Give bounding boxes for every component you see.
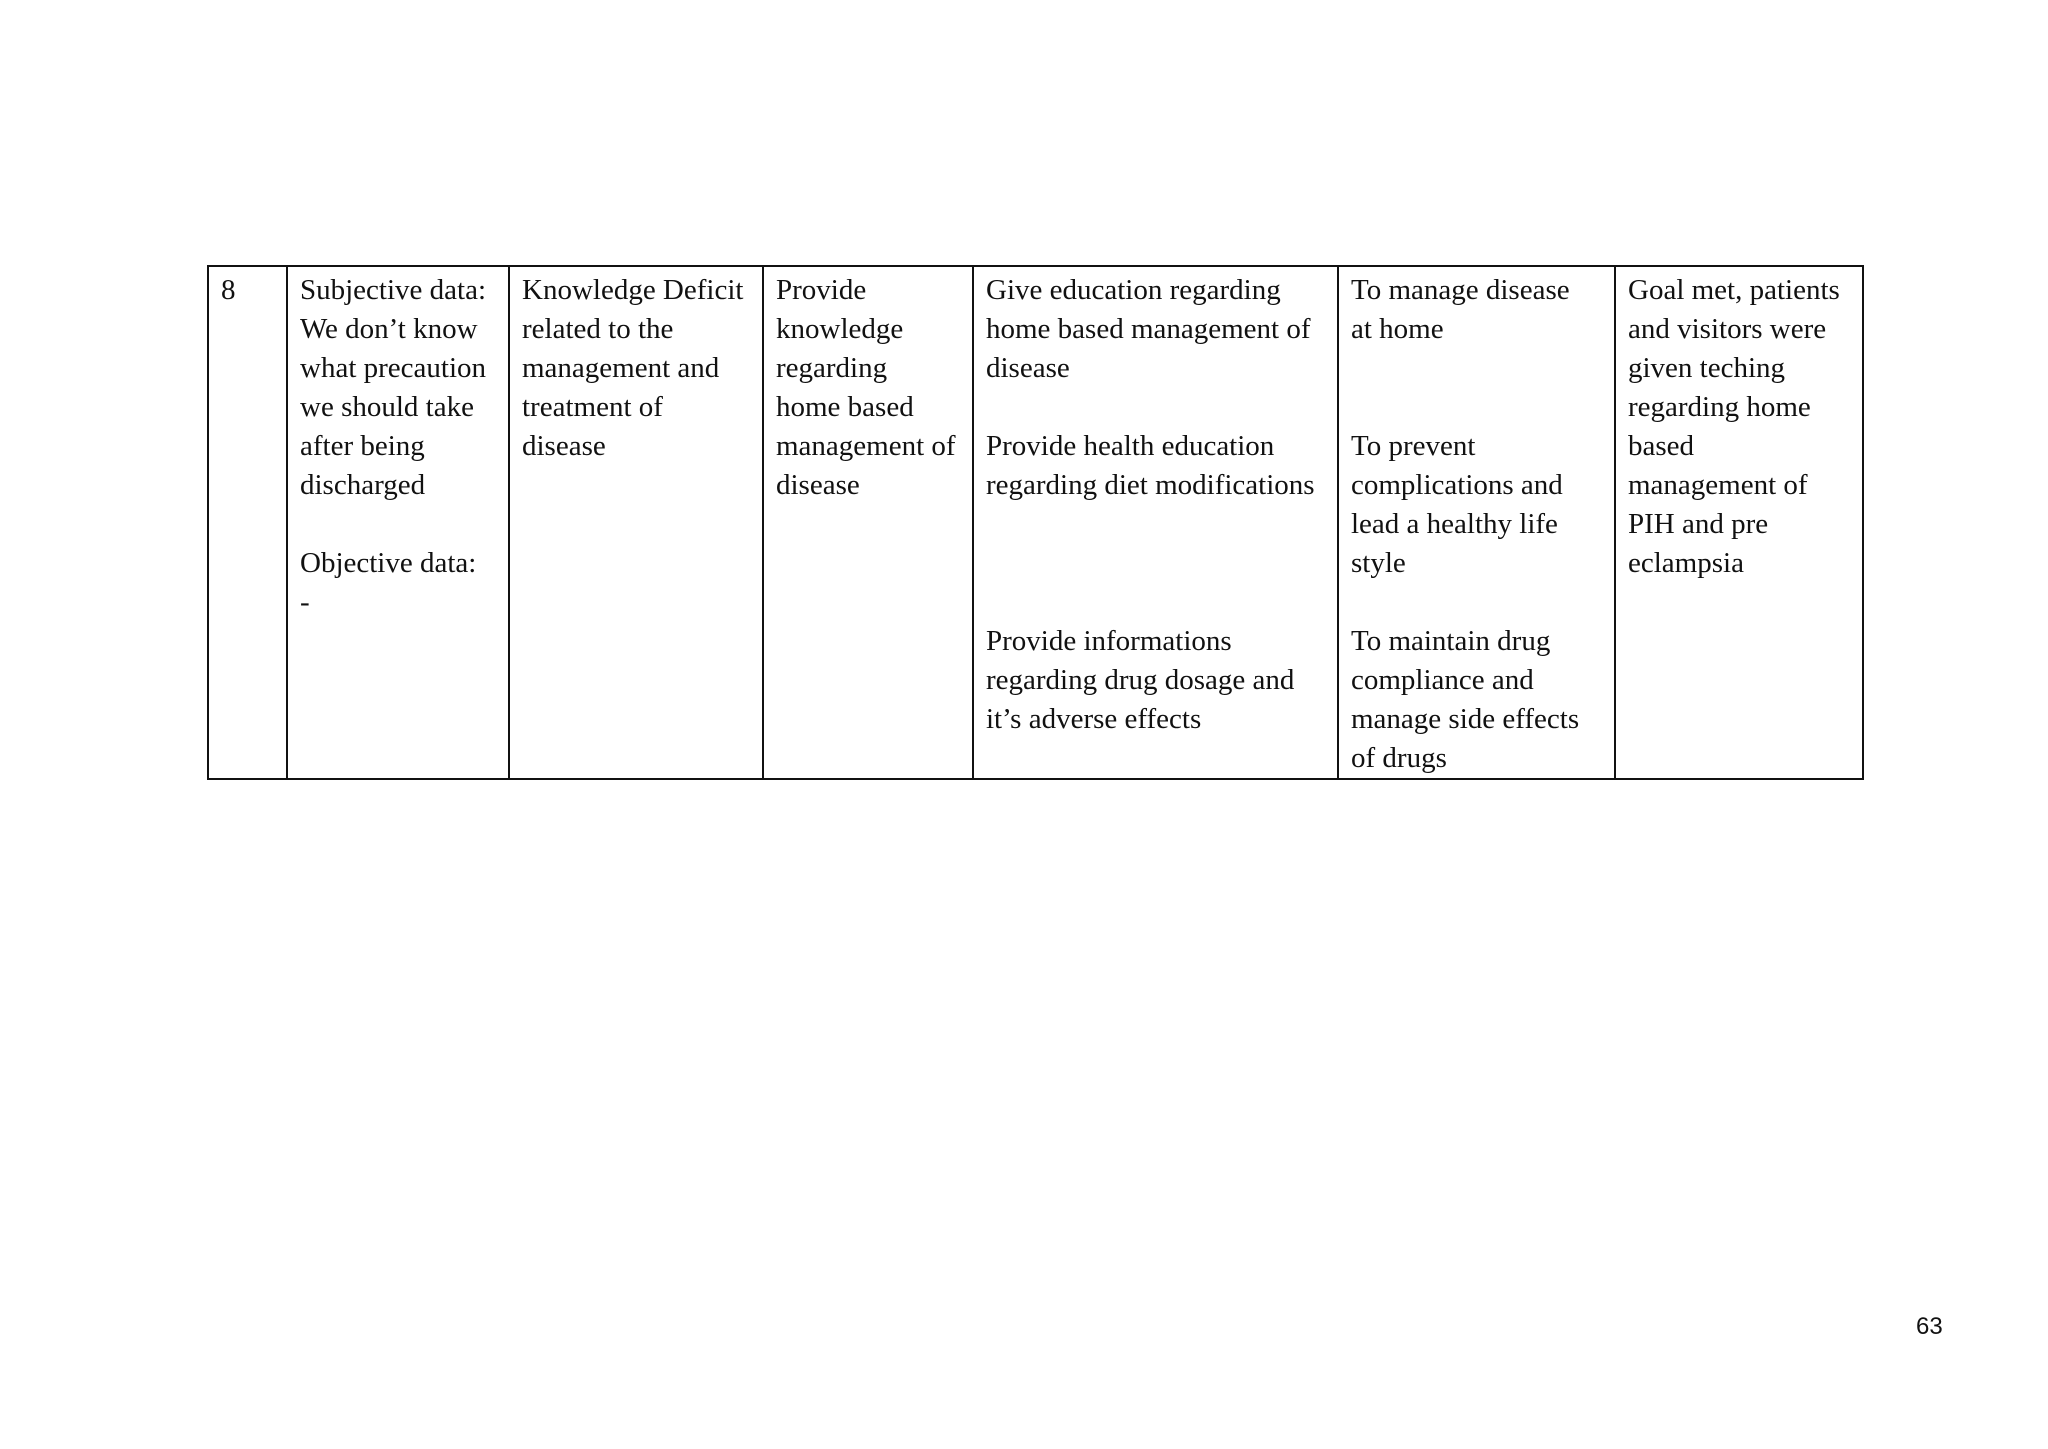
rationale-line: To manage disease (1351, 274, 1570, 306)
spacer (1351, 583, 1602, 622)
serial-number-cell (208, 266, 287, 779)
intervention-line: disease (986, 352, 1070, 384)
intervention-line: regarding diet modifications (986, 469, 1315, 501)
diagnosis-line: Knowledge Deficit (522, 274, 744, 306)
rationale-line: manage side effects (1351, 703, 1580, 735)
nursing-care-plan-table (207, 265, 1864, 780)
diagnosis-line: disease (522, 430, 606, 462)
goal-line: Provide (776, 274, 867, 306)
assessment-cell (287, 266, 509, 779)
intervention-line: it’s adverse effects (986, 703, 1202, 735)
spacer (300, 505, 496, 544)
evaluation-line: Goal met, patients (1628, 274, 1840, 306)
evaluation-line: management of (1628, 469, 1808, 501)
goal-line: management of (776, 430, 956, 462)
rationale-line: compliance and (1351, 664, 1534, 696)
page-number: 63 (1916, 1313, 1943, 1340)
rationale-line: complications and (1351, 469, 1563, 501)
rationale-line: To maintain drug (1351, 625, 1551, 657)
spacer (986, 583, 1325, 622)
interventions-cell (973, 266, 1338, 779)
spacer (986, 505, 1325, 544)
evaluation-line: regarding home (1628, 391, 1811, 423)
goal-line: knowledge (776, 313, 904, 345)
subjective-line: discharged (300, 469, 426, 501)
subjective-line: Subjective data: (300, 274, 487, 306)
rationale-cell (1338, 266, 1615, 779)
rationale-line: lead a healthy life (1351, 508, 1558, 540)
spacer (1351, 349, 1602, 388)
goal-line: home based (776, 391, 914, 423)
diagnosis-line: treatment of (522, 391, 663, 423)
goal-line: regarding (776, 352, 888, 384)
rationale-line: To prevent (1351, 430, 1476, 462)
subjective-line: we should take (300, 391, 474, 423)
spacer (986, 544, 1325, 583)
diagnosis-line: management and (522, 352, 720, 384)
rationale-line: at home (1351, 313, 1444, 345)
objective-line: - (300, 586, 310, 618)
diagnosis-cell (509, 266, 763, 779)
spacer (1351, 388, 1602, 427)
subjective-line: what precaution (300, 352, 487, 384)
intervention-line: regarding drug dosage and (986, 664, 1295, 696)
evaluation-line: given teching (1628, 352, 1786, 384)
subjective-line: after being (300, 430, 425, 462)
rationale-line: style (1351, 547, 1406, 579)
table-row (208, 266, 1863, 779)
rationale-line: of drugs (1351, 742, 1447, 774)
evaluation-line: PIH and pre (1628, 508, 1769, 540)
spacer (986, 388, 1325, 427)
serial-number: 8 (221, 274, 236, 306)
goal-line: disease (776, 469, 860, 501)
evaluation-line: and visitors were (1628, 313, 1827, 345)
intervention-line: Give education regarding (986, 274, 1281, 306)
intervention-line: Provide health education (986, 430, 1275, 462)
evaluation-line: eclampsia (1628, 547, 1744, 579)
goal-cell (763, 266, 973, 779)
intervention-line: Provide informations (986, 625, 1232, 657)
subjective-line: We don’t know (300, 313, 478, 345)
objective-line: Objective data: (300, 547, 477, 579)
evaluation-line: based (1628, 430, 1695, 462)
evaluation-cell (1615, 266, 1863, 779)
intervention-line: home based management of (986, 313, 1311, 345)
diagnosis-line: related to the (522, 313, 674, 345)
